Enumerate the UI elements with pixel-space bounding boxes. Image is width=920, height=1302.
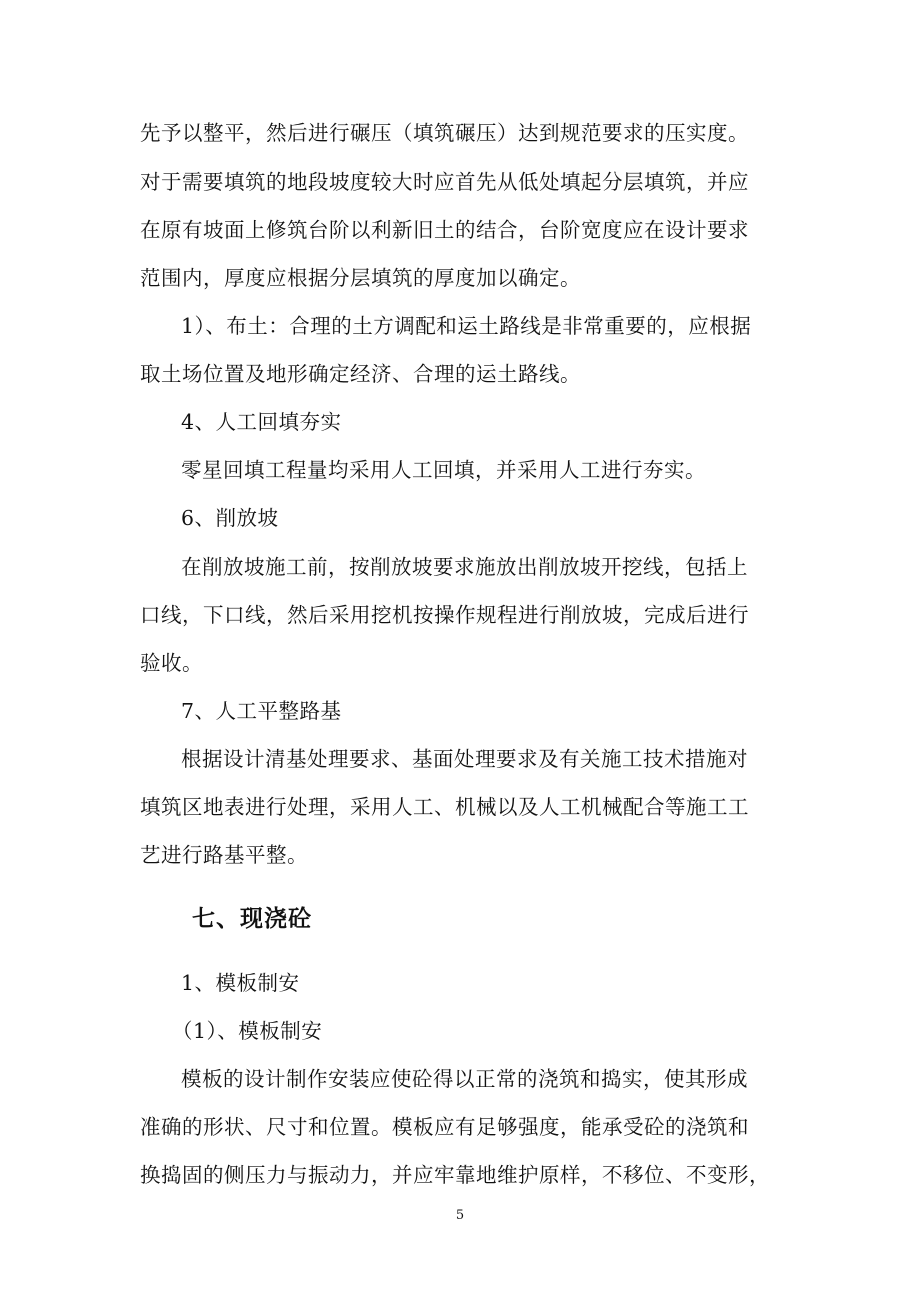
paragraph-line: 在原有坡面上修筑台阶以利新旧土的结合，台阶宽度应在设计要求	[140, 218, 749, 242]
paragraph-line: 填筑区地表进行处理，采用人工、机械以及人工机械配合等施工工	[140, 795, 749, 819]
paragraph-line: 对于需要填筑的地段坡度较大时应首先从低处填起分层填筑，并应	[140, 170, 749, 194]
paragraph-line: 根据设计清基处理要求、基面处理要求及有关施工技术措施对	[181, 747, 748, 771]
paragraph-line: 换捣固的侧压力与振动力，并应牢靠地维护原样，不移位、不变形，	[140, 1163, 770, 1187]
subsection-heading: 1、模板制安	[181, 971, 300, 995]
paragraph-line: 1）、布土：合理的土方调配和运土路线是非常重要的，应根据	[181, 314, 752, 338]
paragraph-line: 验收。	[140, 651, 203, 675]
item-heading: 4、人工回填夯实	[181, 410, 342, 434]
paragraph-line: 艺进行路基平整。	[140, 843, 308, 867]
section-heading: 七、现浇砼	[192, 906, 312, 932]
paragraph-line: 准确的形状、尺寸和位置。模板应有足够强度，能承受砼的浇筑和	[140, 1115, 749, 1139]
paragraph-line: 口线，下口线，然后采用挖机按操作规程进行削放坡，完成后进行	[140, 603, 749, 627]
paragraph-line: 零星回填工程量均采用人工回填，并采用人工进行夯实。	[181, 458, 706, 482]
paragraph-line: 先予以整平，然后进行碾压（填筑碾压）达到规范要求的压实度。	[140, 121, 749, 145]
item-heading: 6、削放坡	[181, 506, 279, 530]
sub-subsection-heading: （1）、模板制安	[172, 1019, 323, 1043]
page-number: 5	[455, 1208, 465, 1223]
paragraph-line: 范围内，厚度应根据分层填筑的厚度加以确定。	[140, 266, 581, 290]
item-heading: 7、人工平整路基	[181, 699, 342, 723]
paragraph-line: 模板的设计制作安装应使砼得以正常的浇筑和捣实，使其形成	[181, 1067, 748, 1091]
paragraph-line: 取土场位置及地形确定经济、合理的运土路线。	[140, 362, 581, 386]
paragraph-line: 在削放坡施工前，按削放坡要求施放出削放坡开挖线，包括上	[181, 555, 748, 579]
